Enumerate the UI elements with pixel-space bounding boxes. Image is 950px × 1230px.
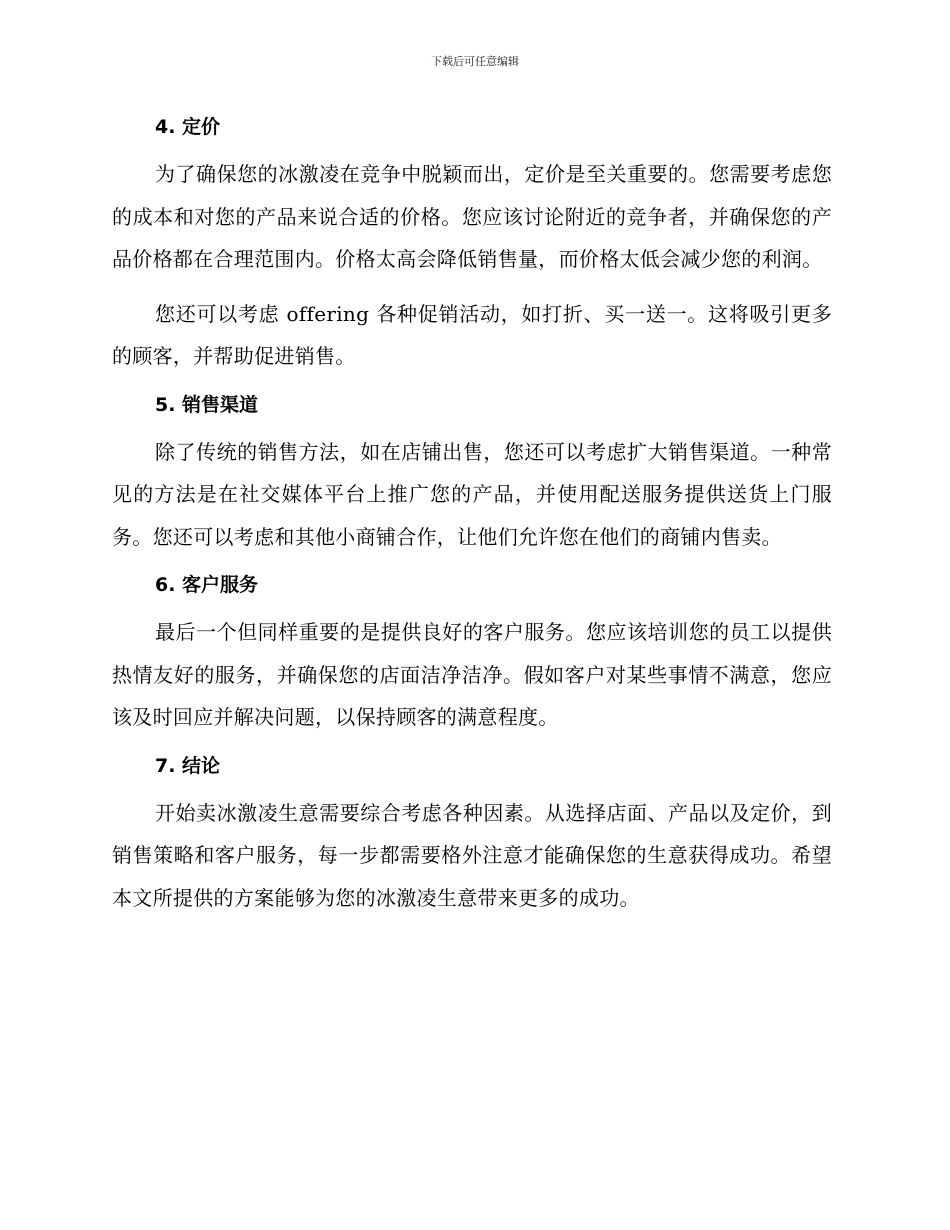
section-pricing [112,112,832,378]
paragraph: 您还可以考虑 offering 各种促销活动，如打折、买一送一。这将吸引更多的顾客，并帮助促进销售。 [112,301,832,368]
section-heading: 5. 销售渠道 [155,393,259,416]
section-customer-service [112,570,832,739]
paragraph: 开始卖冰激凌生意需要综合考虑各种因素。从选择店面、产品以及定价，到销售策略和客户服务，每一步都需要格外注意才能确保您的生意获得成功。希望本文所提供的方案能够为您的冰激凌生意带来更多的成功。 [112,800,832,910]
section-heading: 4. 定价 [155,116,221,138]
paragraph: 为了确保您的冰激凌在竞争中脱颖而出，定价是至关重要的。您需要考虑您的成本和对您的产品来说合适的价格。您应该讨论附近的竞争者，并确保您的产品价格都在合理范围内。价格太高会降低销售量，而价格太低会减少您的利润。 [112,162,832,271]
section-conclusion [112,751,832,920]
section-heading: 7. 结论 [155,754,221,777]
page-header-note: 下载后可任意编辑 [431,55,519,68]
section-heading: 6. 客户服务 [155,574,259,596]
document-body [112,112,832,931]
paragraph: 最后一个但同样重要的是提供良好的客户服务。您应该培训您的员工以提供热情友好的服务，并确保您的店面洁净洁净。假如客户对某些事情不满意，您应该及时回应并解决问题，以保持顾客的满意程度。 [112,620,832,729]
section-sales-channels [112,390,832,559]
paragraph: 除了传统的销售方法，如在店铺出售，您还可以考虑扩大销售渠道。一种常见的方法是在社交媒体平台上推广您的产品，并使用配送服务提供送货上门服务。您还可以考虑和其他小商铺合作，让他们允许您在他们的商铺内售卖。 [112,439,832,549]
